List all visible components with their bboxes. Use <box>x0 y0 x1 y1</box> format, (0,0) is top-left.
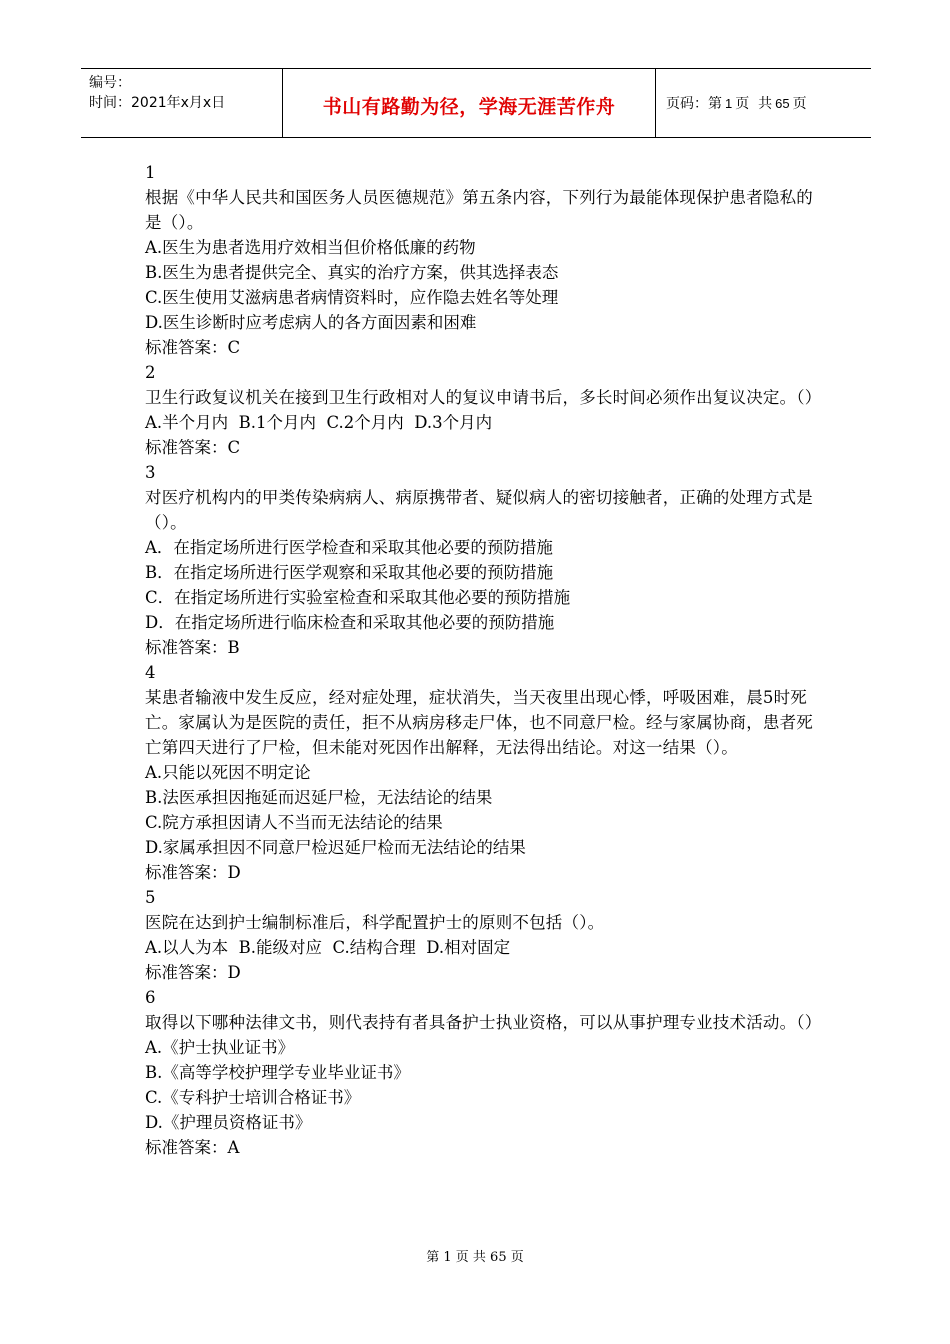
question-option: D.家属承担因不同意尸检迟延尸检而无法结论的结果 <box>145 838 526 857</box>
header-page-info <box>656 69 871 137</box>
question-answer: 标准答案：D <box>145 963 241 982</box>
question-number: 3 <box>145 463 156 482</box>
question <box>145 160 815 360</box>
question-number: 2 <box>145 363 156 382</box>
question-option: B.法医承担因拖延而迟延尸检，无法结论的结果 <box>145 788 493 807</box>
question-answer: 标准答案：B <box>145 638 240 657</box>
question-stem: 根据《中华人民共和国医务人员医德规范》第五条内容，下列行为最能体现保护患者隐私的是（）。 <box>145 188 813 232</box>
question-answer: 标准答案：A <box>145 1138 240 1157</box>
question-stem: 取得以下哪种法律文书，则代表持有者具备护士执业资格，可以从事护理专业技术活动。（） <box>145 1013 822 1032</box>
question-option: A.《护士执业证书》 <box>145 1038 295 1057</box>
question-stem: 某患者输液中发生反应，经对症处理，症状消失，当天夜里出现心悸，呼吸困难，晨5时死亡。家属认为是医院的责任，拒不从病房移走尸体，也不同意尸检。经与家属协商，患者死亡第四天进行了尸检，但未能对死因作出解释，无法得出结论。对这一结果（）。 <box>145 688 813 757</box>
question <box>145 360 822 460</box>
question-option: B．在指定场所进行医学观察和采取其他必要的预防措施 <box>145 563 554 582</box>
question-list <box>145 160 822 1160</box>
page-current: 1 <box>725 95 733 111</box>
question <box>145 885 815 985</box>
page-footer: 第 1 页 共 65 页 <box>426 1250 524 1265</box>
question-number: 6 <box>145 988 156 1007</box>
question-answer: 标准答案：D <box>145 863 241 882</box>
question-option: A.医生为患者选用疗效相当但价格低廉的药物 <box>145 238 476 257</box>
page-total: 65 <box>775 95 790 111</box>
question-stem: 对医疗机构内的甲类传染病病人、病原携带者、疑似病人的密切接触者，正确的处理方式是（）。 <box>145 488 813 532</box>
question-option: D.《护理员资格证书》 <box>145 1113 312 1132</box>
question-option: C．在指定场所进行实验室检查和采取其他必要的预防措施 <box>145 588 571 607</box>
question-option: C.院方承担因请人不当而无法结论的结果 <box>145 813 443 832</box>
question-option: C.《专科护士培训合格证书》 <box>145 1088 361 1107</box>
question-answer: 标准答案：C <box>145 438 241 457</box>
question-number: 5 <box>145 888 156 907</box>
question-option: B.《高等学校护理学专业毕业证书》 <box>145 1063 410 1082</box>
question-number: 4 <box>145 663 156 682</box>
page-suffix: 页 <box>792 96 807 112</box>
number-label: 编号： <box>89 75 131 91</box>
question-option: D．在指定场所进行临床检查和采取其他必要的预防措施 <box>145 613 555 632</box>
page-mid: 页 共 <box>735 96 773 112</box>
header-meta <box>81 69 283 137</box>
question <box>145 460 815 660</box>
page-header <box>81 68 871 138</box>
question-option: A.以人为本 B.能级对应 C.结构合理 D.相对固定 <box>145 938 511 957</box>
question <box>145 985 822 1160</box>
question-option: A．在指定场所进行医学检查和采取其他必要的预防措施 <box>145 538 553 557</box>
question-option: B.医生为患者提供完全、真实的治疗方案，供其选择表态 <box>145 263 559 282</box>
question-stem: 卫生行政复议机关在接到卫生行政相对人的复议申请书后，多长时间必须作出复议决定。（） <box>145 388 822 407</box>
question-answer: 标准答案：C <box>145 338 241 357</box>
question <box>145 660 815 885</box>
question-option: A.半个月内 B.1个月内 C.2个月内 D.3个月内 <box>145 413 493 432</box>
question-option: A.只能以死因不明定论 <box>145 763 311 782</box>
header-motto: 书山有路勤为径，学海无涯苦作舟 <box>283 69 656 137</box>
question-number: 1 <box>145 163 156 182</box>
time-label: 时间：2021年x月x日 <box>89 95 226 111</box>
page-prefix: 页码：第 <box>666 96 722 112</box>
question-stem: 医院在达到护士编制标准后，科学配置护士的原则不包括（）。 <box>145 913 605 932</box>
question-option: C.医生使用艾滋病患者病情资料时，应作隐去姓名等处理 <box>145 288 559 307</box>
question-option: D.医生诊断时应考虑病人的各方面因素和困难 <box>145 313 477 332</box>
